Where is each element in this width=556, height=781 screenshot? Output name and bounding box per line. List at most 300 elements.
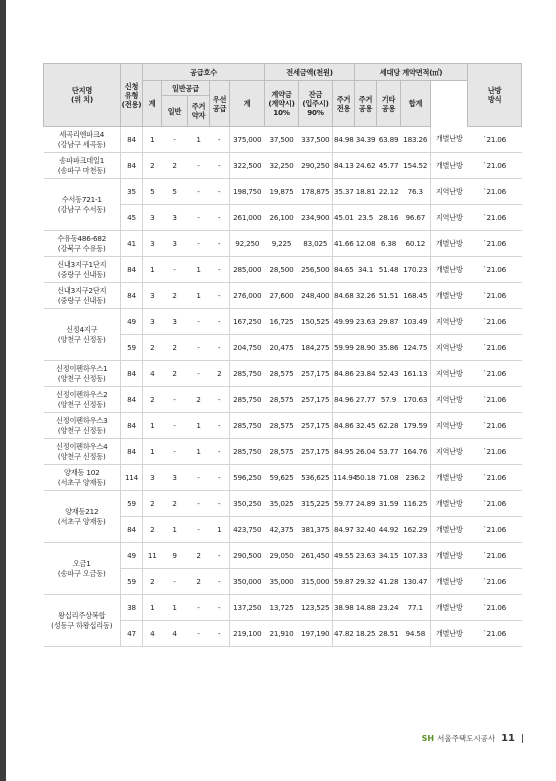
- cell-heating: 개별난방: [431, 569, 468, 595]
- cell-type: 49: [121, 543, 143, 569]
- cell-type: 41: [121, 231, 143, 257]
- cell-balance: 197,190: [299, 621, 333, 647]
- cell-type: 59: [121, 569, 143, 595]
- cell-units-priority: -: [210, 205, 230, 231]
- cell-heating: 지역난방: [431, 387, 468, 413]
- cell-balance: 315,225: [299, 491, 333, 517]
- cell-area-other: 23.24: [377, 595, 401, 621]
- table-row: [44, 283, 522, 309]
- cell-move-in: `21.06: [468, 491, 522, 517]
- cell-heating: 지역난방: [431, 413, 468, 439]
- cell-area-exclusive: 84.96: [333, 387, 355, 413]
- cell-area-exclusive: 59.87: [333, 569, 355, 595]
- cell-area-common: 23.5: [355, 205, 377, 231]
- cell-balance: 178,875: [299, 179, 333, 205]
- cell-units-priority: -: [210, 231, 230, 257]
- header-supply-type: 신청 유형 (전용): [121, 64, 143, 127]
- complex-name: 오금1 (송파구 오금동): [44, 543, 121, 595]
- cell-area-total: 179.59: [401, 413, 431, 439]
- cell-type: 84: [121, 439, 143, 465]
- table-row: [44, 361, 522, 387]
- cell-area-total: 116.25: [401, 491, 431, 517]
- cell-units-general: -: [162, 413, 188, 439]
- cell-units-total: 2: [143, 569, 162, 595]
- cell-units-total: 1: [143, 127, 162, 153]
- cell-heating: 지역난방: [431, 439, 468, 465]
- table-row: [44, 257, 522, 283]
- cell-area-other: 6.38: [377, 231, 401, 257]
- cell-contract-fee: 21,910: [265, 621, 299, 647]
- header-contract-fee: 계약금 (계약시) 10%: [265, 81, 299, 127]
- complex-name: 신정이펜하우스4 (양천구 신정동): [44, 439, 121, 465]
- cell-units-general: 1: [162, 517, 188, 543]
- cell-units-priority: -: [210, 465, 230, 491]
- cell-area-exclusive: 84.86: [333, 413, 355, 439]
- cell-balance: 150,525: [299, 309, 333, 335]
- cell-area-common: 23.84: [355, 361, 377, 387]
- cell-balance: 290,250: [299, 153, 333, 179]
- cell-area-common: 12.08: [355, 231, 377, 257]
- cell-units-resident: 1: [188, 283, 210, 309]
- cell-lease-total: 137,250: [230, 595, 265, 621]
- cell-area-total: 161.13: [401, 361, 431, 387]
- cell-area-total: 162.29: [401, 517, 431, 543]
- cell-units-total: 4: [143, 621, 162, 647]
- cell-contract-fee: 16,725: [265, 309, 299, 335]
- cell-units-general: 2: [162, 491, 188, 517]
- table-row: [44, 543, 522, 569]
- cell-area-common: 18.81: [355, 179, 377, 205]
- cell-area-common: 32.45: [355, 413, 377, 439]
- header-exclusive: 주거 전용: [333, 81, 355, 127]
- cell-type: 84: [121, 127, 143, 153]
- table-row: [44, 231, 522, 257]
- cell-area-total: 183.26: [401, 127, 431, 153]
- cell-area-common: 50.18: [355, 465, 377, 491]
- cell-units-priority: -: [210, 179, 230, 205]
- cell-heating: 개별난방: [431, 517, 468, 543]
- cell-area-common: 34.39: [355, 127, 377, 153]
- cell-area-other: 71.08: [377, 465, 401, 491]
- header-area: 세대당 계약면적(㎡): [355, 64, 468, 81]
- cell-balance: 184,275: [299, 335, 333, 361]
- cell-units-total: 1: [143, 595, 162, 621]
- cell-contract-fee: 28,575: [265, 413, 299, 439]
- cell-area-common: 34.1: [355, 257, 377, 283]
- cell-area-total: 168.45: [401, 283, 431, 309]
- cell-lease-total: 322,500: [230, 153, 265, 179]
- cell-units-general: 1: [162, 595, 188, 621]
- complex-name: 신내3지구1단지 (중랑구 신내동): [44, 257, 121, 283]
- complex-name: 신내3지구2단지 (중랑구 신내동): [44, 283, 121, 309]
- cell-contract-fee: 35,000: [265, 569, 299, 595]
- complex-name: 양재동 102 (서초구 양재동): [44, 465, 121, 491]
- complex-name: 신정이펜하우스3 (양천구 신정동): [44, 413, 121, 439]
- cell-area-other: 57.9: [377, 387, 401, 413]
- header-balance: 잔금 (입주시) 90%: [299, 81, 333, 127]
- cell-type: 84: [121, 153, 143, 179]
- cell-units-total: 3: [143, 283, 162, 309]
- cell-contract-fee: 42,375: [265, 517, 299, 543]
- cell-area-total: 103.49: [401, 309, 431, 335]
- cell-units-priority: -: [210, 543, 230, 569]
- cell-heating: 지역난방: [431, 335, 468, 361]
- cell-units-priority: -: [210, 413, 230, 439]
- cell-type: 84: [121, 517, 143, 543]
- table-row: [44, 491, 522, 517]
- cell-type: 45: [121, 205, 143, 231]
- cell-balance: 337,500: [299, 127, 333, 153]
- cell-area-total: 96.67: [401, 205, 431, 231]
- cell-contract-fee: 20,475: [265, 335, 299, 361]
- cell-heating: 지역난방: [431, 179, 468, 205]
- cell-units-resident: -: [188, 153, 210, 179]
- cell-units-general: -: [162, 569, 188, 595]
- cell-area-exclusive: 35.37: [333, 179, 355, 205]
- cell-lease-total: 285,000: [230, 257, 265, 283]
- cell-units-general: 3: [162, 231, 188, 257]
- cell-contract-fee: 37,500: [265, 127, 299, 153]
- cell-area-exclusive: 45.01: [333, 205, 355, 231]
- cell-area-total: 77.1: [401, 595, 431, 621]
- cell-area-other: 31.59: [377, 491, 401, 517]
- cell-area-exclusive: 84.97: [333, 517, 355, 543]
- cell-heating: 개별난방: [431, 491, 468, 517]
- cell-units-total: 3: [143, 465, 162, 491]
- cell-move-in: `21.06: [468, 153, 522, 179]
- cell-move-in: `21.06: [468, 569, 522, 595]
- cell-area-other: 44.92: [377, 517, 401, 543]
- table-row: [44, 439, 522, 465]
- cell-area-exclusive: 41.66: [333, 231, 355, 257]
- cell-type: 84: [121, 387, 143, 413]
- cell-area-exclusive: 49.55: [333, 543, 355, 569]
- cell-units-priority: 2: [210, 361, 230, 387]
- cell-area-other: 28.51: [377, 621, 401, 647]
- cell-move-in: `21.06: [468, 205, 522, 231]
- cell-move-in: `21.06: [468, 517, 522, 543]
- cell-units-priority: -: [210, 439, 230, 465]
- header-general-supply: 일반공급: [162, 81, 210, 96]
- cell-balance: 261,450: [299, 543, 333, 569]
- cell-contract-fee: 27,600: [265, 283, 299, 309]
- cell-units-priority: 1: [210, 517, 230, 543]
- cell-units-general: 3: [162, 205, 188, 231]
- cell-balance: 381,375: [299, 517, 333, 543]
- header-lease-total: 계: [230, 81, 265, 127]
- cell-units-general: 4: [162, 621, 188, 647]
- cell-move-in: `21.06: [468, 335, 522, 361]
- cell-type: 84: [121, 361, 143, 387]
- cell-units-resident: -: [188, 621, 210, 647]
- cell-area-other: 34.15: [377, 543, 401, 569]
- cell-units-priority: -: [210, 335, 230, 361]
- cell-units-total: 3: [143, 231, 162, 257]
- cell-lease-total: 285,750: [230, 387, 265, 413]
- cell-units-resident: -: [188, 179, 210, 205]
- cell-area-total: 76.3: [401, 179, 431, 205]
- cell-heating: 개별난방: [431, 153, 468, 179]
- cell-area-exclusive: 38.98: [333, 595, 355, 621]
- cell-move-in: `21.06: [468, 595, 522, 621]
- cell-area-common: 23.63: [355, 309, 377, 335]
- cell-balance: 315,000: [299, 569, 333, 595]
- cell-type: 38: [121, 595, 143, 621]
- cell-units-priority: -: [210, 621, 230, 647]
- cell-move-in: `21.06: [468, 361, 522, 387]
- complex-name: 신정이펜하우스2 (양천구 신정동): [44, 387, 121, 413]
- cell-units-priority: -: [210, 257, 230, 283]
- cell-units-resident: -: [188, 205, 210, 231]
- cell-contract-fee: 28,500: [265, 257, 299, 283]
- cell-area-common: 28.90: [355, 335, 377, 361]
- cell-area-common: 26.04: [355, 439, 377, 465]
- cell-area-other: 63.89: [377, 127, 401, 153]
- cell-contract-fee: 29,050: [265, 543, 299, 569]
- cell-units-general: 9: [162, 543, 188, 569]
- cell-units-general: -: [162, 127, 188, 153]
- cell-area-other: 53.77: [377, 439, 401, 465]
- cell-type: 59: [121, 335, 143, 361]
- cell-area-exclusive: 49.99: [333, 309, 355, 335]
- complex-name: 송파파크데일1 (송파구 마천동): [44, 153, 121, 179]
- cell-area-total: 170.63: [401, 387, 431, 413]
- cell-area-common: 23.63: [355, 543, 377, 569]
- cell-balance: 83,025: [299, 231, 333, 257]
- cell-contract-fee: 35,025: [265, 491, 299, 517]
- cell-units-total: 5: [143, 179, 162, 205]
- header-lease-amount: 전세금액(천원): [265, 64, 355, 81]
- cell-area-other: 45.77: [377, 153, 401, 179]
- cell-units-general: 3: [162, 309, 188, 335]
- cell-area-common: 29.32: [355, 569, 377, 595]
- cell-lease-total: 92,250: [230, 231, 265, 257]
- page-number: 11: [501, 733, 515, 744]
- cell-lease-total: 276,000: [230, 283, 265, 309]
- cell-area-common: 24.62: [355, 153, 377, 179]
- cell-balance: 256,500: [299, 257, 333, 283]
- cell-heating: 개별난방: [431, 283, 468, 309]
- cell-heating: 개별난방: [431, 127, 468, 153]
- cell-area-total: 124.75: [401, 335, 431, 361]
- cell-units-total: 1: [143, 413, 162, 439]
- cell-units-resident: -: [188, 361, 210, 387]
- supply-table: [43, 63, 522, 647]
- cell-units-total: 2: [143, 517, 162, 543]
- cell-lease-total: 290,500: [230, 543, 265, 569]
- cell-type: 59: [121, 491, 143, 517]
- cell-balance: 257,175: [299, 387, 333, 413]
- cell-heating: 개별난방: [431, 621, 468, 647]
- cell-units-general: 5: [162, 179, 188, 205]
- cell-balance: 257,175: [299, 413, 333, 439]
- cell-area-other: 41.28: [377, 569, 401, 595]
- cell-move-in: `21.06: [468, 543, 522, 569]
- cell-units-resident: 2: [188, 387, 210, 413]
- cell-heating: 개별난방: [431, 257, 468, 283]
- cell-heating: 지역난방: [431, 205, 468, 231]
- cell-area-other: 35.86: [377, 335, 401, 361]
- cell-units-total: 4: [143, 361, 162, 387]
- table-row: [44, 127, 522, 153]
- cell-area-other: 29.87: [377, 309, 401, 335]
- cell-area-total: 164.76: [401, 439, 431, 465]
- cell-units-resident: -: [188, 491, 210, 517]
- cell-units-resident: -: [188, 309, 210, 335]
- header-area-total: 합계: [401, 81, 431, 127]
- table-header: [44, 64, 522, 127]
- cell-area-total: 60.12: [401, 231, 431, 257]
- cell-area-common: 14.88: [355, 595, 377, 621]
- cell-units-resident: 2: [188, 543, 210, 569]
- cell-units-resident: 1: [188, 413, 210, 439]
- cell-balance: 248,400: [299, 283, 333, 309]
- cell-move-in: `21.06: [468, 127, 522, 153]
- complex-name: 왕십리주상복합 (성동구 하왕십리동): [44, 595, 121, 647]
- cell-heating: 개별난방: [431, 465, 468, 491]
- cell-units-priority: -: [210, 283, 230, 309]
- cell-move-in: `21.06: [468, 439, 522, 465]
- cell-contract-fee: 26,100: [265, 205, 299, 231]
- header-heating: 난방 방식: [468, 64, 522, 127]
- cell-units-general: -: [162, 439, 188, 465]
- cell-lease-total: 350,250: [230, 491, 265, 517]
- org-name: 서울주택도시공사: [437, 734, 496, 743]
- cell-units-priority: -: [210, 491, 230, 517]
- cell-units-priority: -: [210, 387, 230, 413]
- cell-move-in: `21.06: [468, 465, 522, 491]
- cell-units-general: 2: [162, 361, 188, 387]
- cell-units-total: 2: [143, 491, 162, 517]
- cell-lease-total: 423,750: [230, 517, 265, 543]
- complex-name: 수유동486-682 (강북구 수유동): [44, 231, 121, 257]
- cell-units-resident: -: [188, 517, 210, 543]
- cell-area-exclusive: 59.99: [333, 335, 355, 361]
- header-complex-name: 단지명 (위 치): [44, 64, 121, 127]
- cell-contract-fee: 13,725: [265, 595, 299, 621]
- cell-contract-fee: 19,875: [265, 179, 299, 205]
- cell-units-resident: 1: [188, 257, 210, 283]
- cell-lease-total: 261,000: [230, 205, 265, 231]
- cell-heating: 지역난방: [431, 309, 468, 335]
- cell-area-total: 170.23: [401, 257, 431, 283]
- cell-type: 35: [121, 179, 143, 205]
- cell-area-common: 18.25: [355, 621, 377, 647]
- cell-units-general: 2: [162, 153, 188, 179]
- header-priority: 우선 공급: [210, 81, 230, 127]
- cell-move-in: `21.06: [468, 387, 522, 413]
- cell-balance: 123,525: [299, 595, 333, 621]
- cell-area-total: 130.47: [401, 569, 431, 595]
- cell-units-resident: -: [188, 595, 210, 621]
- cell-heating: 지역난방: [431, 361, 468, 387]
- table-body: [44, 127, 522, 647]
- cell-area-common: 32.26: [355, 283, 377, 309]
- table-row: [44, 179, 522, 205]
- cell-area-total: 236.2: [401, 465, 431, 491]
- cell-area-common: 32.40: [355, 517, 377, 543]
- cell-type: 47: [121, 621, 143, 647]
- complex-name: 수서동721-1 (강남구 수서동): [44, 179, 121, 231]
- cell-contract-fee: 28,575: [265, 387, 299, 413]
- cell-units-general: 3: [162, 465, 188, 491]
- cell-area-exclusive: 84.95: [333, 439, 355, 465]
- cell-move-in: `21.06: [468, 179, 522, 205]
- header-common: 주거 공용: [355, 81, 377, 127]
- cell-move-in: `21.06: [468, 231, 522, 257]
- cell-type: 114: [121, 465, 143, 491]
- cell-units-priority: -: [210, 127, 230, 153]
- cell-balance: 234,900: [299, 205, 333, 231]
- cell-lease-total: 350,000: [230, 569, 265, 595]
- cell-units-total: 2: [143, 335, 162, 361]
- cell-balance: 536,625: [299, 465, 333, 491]
- cell-contract-fee: 32,250: [265, 153, 299, 179]
- cell-units-total: 2: [143, 387, 162, 413]
- complex-name: 세곡리엔파크4 (강남구 세곡동): [44, 127, 121, 153]
- cell-lease-total: 285,750: [230, 361, 265, 387]
- cell-area-common: 24.89: [355, 491, 377, 517]
- cell-area-exclusive: 47.82: [333, 621, 355, 647]
- header-total: 계: [143, 81, 162, 127]
- cell-units-total: 11: [143, 543, 162, 569]
- cell-move-in: `21.06: [468, 309, 522, 335]
- cell-area-other: 22.12: [377, 179, 401, 205]
- cell-units-resident: 1: [188, 127, 210, 153]
- table-row: [44, 153, 522, 179]
- cell-balance: 257,175: [299, 361, 333, 387]
- cell-units-resident: -: [188, 231, 210, 257]
- cell-type: 49: [121, 309, 143, 335]
- cell-area-exclusive: 59.77: [333, 491, 355, 517]
- cell-area-exclusive: 84.68: [333, 283, 355, 309]
- table-row: [44, 309, 522, 335]
- cell-area-exclusive: 84.65: [333, 257, 355, 283]
- cell-move-in: `21.06: [468, 413, 522, 439]
- cell-lease-total: 204,750: [230, 335, 265, 361]
- cell-units-resident: 1: [188, 439, 210, 465]
- cell-heating: 개별난방: [431, 543, 468, 569]
- cell-contract-fee: 28,575: [265, 439, 299, 465]
- cell-units-total: 3: [143, 205, 162, 231]
- cell-balance: 257,175: [299, 439, 333, 465]
- header-resident: 주거 약자: [188, 96, 210, 127]
- cell-move-in: `21.06: [468, 621, 522, 647]
- cell-area-total: 107.33: [401, 543, 431, 569]
- cell-units-general: 2: [162, 283, 188, 309]
- cell-units-resident: -: [188, 335, 210, 361]
- cell-units-priority: -: [210, 309, 230, 335]
- cell-area-other: 51.48: [377, 257, 401, 283]
- cell-area-total: 94.58: [401, 621, 431, 647]
- header-other-common: 기타 공용: [377, 81, 401, 127]
- cell-area-common: 27.77: [355, 387, 377, 413]
- cell-lease-total: 375,000: [230, 127, 265, 153]
- cell-units-general: 2: [162, 335, 188, 361]
- cell-units-total: 1: [143, 257, 162, 283]
- cell-units-total: 2: [143, 153, 162, 179]
- cell-units-resident: -: [188, 465, 210, 491]
- header-supply-units: 공급호수: [143, 64, 265, 81]
- cell-lease-total: 285,750: [230, 439, 265, 465]
- cell-area-other: 28.16: [377, 205, 401, 231]
- footer-divider: [522, 734, 523, 743]
- cell-units-resident: 2: [188, 569, 210, 595]
- cell-area-exclusive: 84.98: [333, 127, 355, 153]
- cell-heating: 개별난방: [431, 231, 468, 257]
- cell-units-priority: -: [210, 153, 230, 179]
- cell-units-total: 1: [143, 439, 162, 465]
